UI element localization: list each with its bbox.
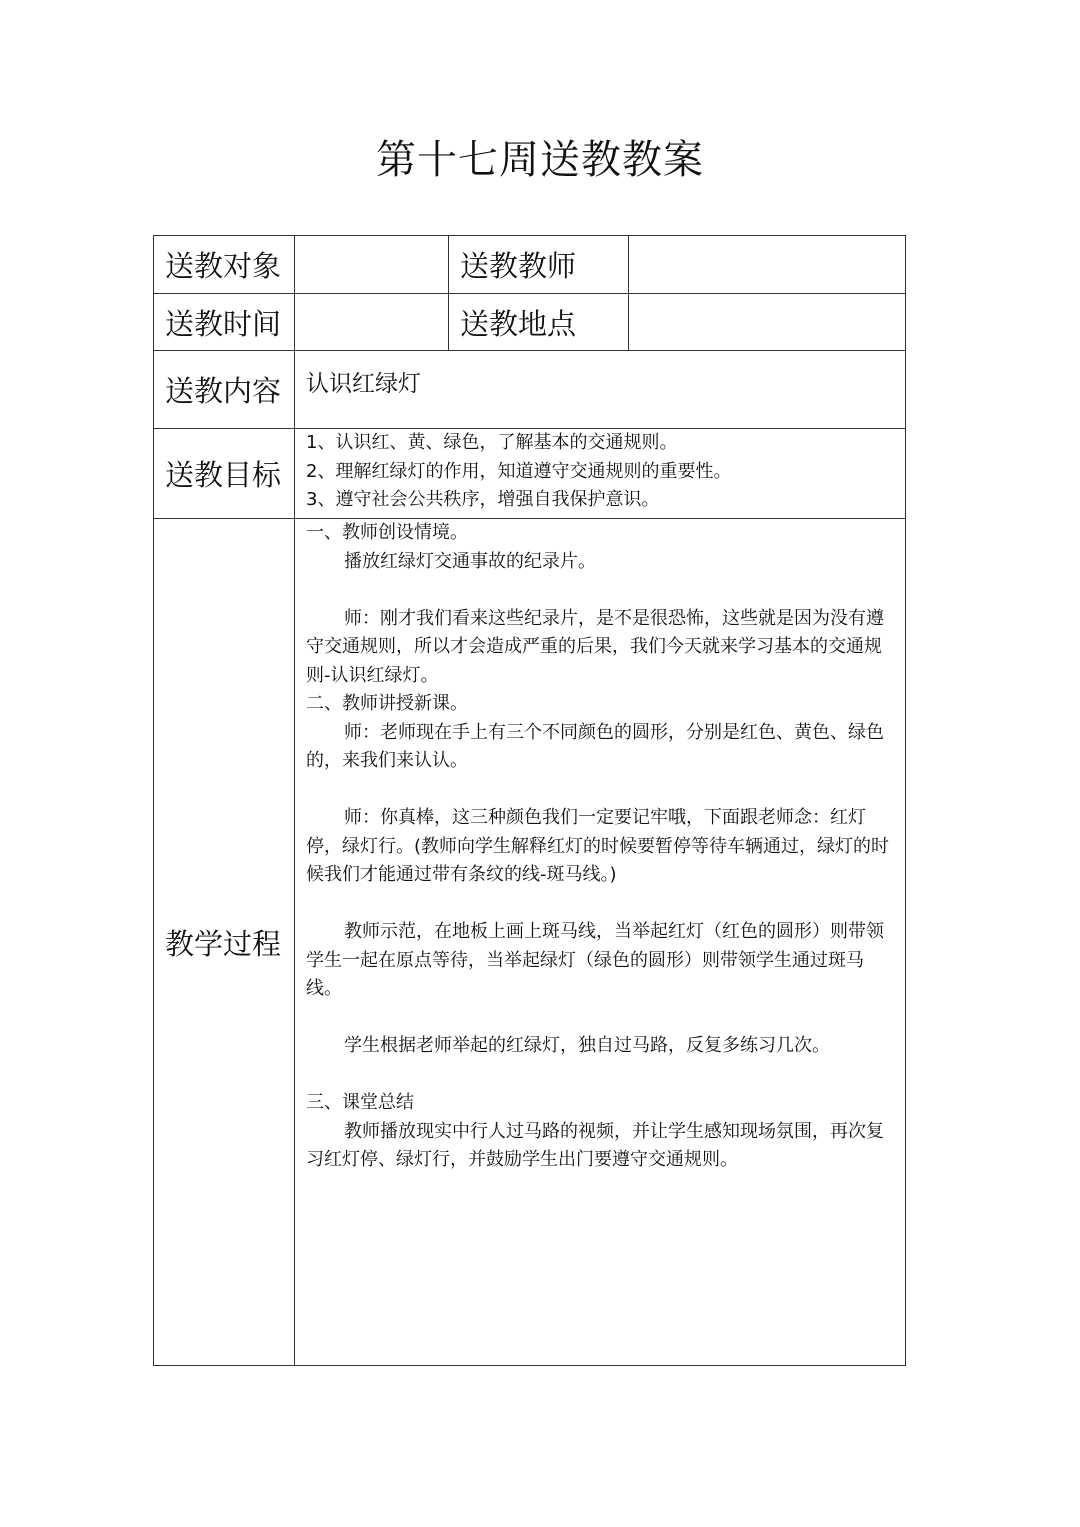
goal-item: 1、认识红、黄、绿色，了解基本的交通规则。 [306, 432, 678, 453]
paragraph: 师：老师现在手上有三个不同颜色的圆形，分别是红色、黄色、绿色的，来我们来认认。 [306, 721, 884, 771]
paragraph: 师：刚才我们看来这些纪录片，是不是很恐怖，这些就是因为没有遵守交通规则，所以才会造成严重的后果，我们今天就来学习基本的交通规则-认识红绿灯。 [306, 607, 884, 686]
spacer [306, 776, 895, 805]
target-label: 送教对象 [154, 236, 295, 294]
teacher-label: 送教教师 [449, 236, 629, 294]
time-label: 送教时间 [154, 294, 295, 351]
place-value [629, 294, 905, 351]
goals-cell [295, 429, 905, 519]
process-cell [295, 519, 905, 1365]
paragraph: 播放红绿灯交通事故的纪录片。 [344, 550, 596, 572]
paragraph: 教师示范，在地板上画上斑马线，当举起红灯（红色的圆形）则带领学生一起在原点等待，当举起绿灯（绿色的圆形）则带领学生通过斑马线。 [306, 921, 884, 999]
section-heading: 三、课堂总结 [306, 1092, 414, 1113]
lesson-plan-table [153, 235, 906, 1366]
paragraph: 师：你真棒，这三种颜色我们一定要记牢哦，下面跟老师念：红灯停，绿灯行。(教师向学生解释红灯的时候要暂停等待车辆通过，绿灯的时候我们才能通过带有条纹的线-斑马线。) [306, 807, 890, 885]
place-label: 送教地点 [449, 294, 629, 351]
spacer [306, 1061, 895, 1090]
paragraph: 教师播放现实中行人过马路的视频，并让学生感知现场氛围，再次复习红灯停、绿灯行，并鼓励学生出门要遵守交通规则。 [306, 1120, 884, 1170]
goal-item: 2、理解红绿灯的作用，知道遵守交通规则的重要性。 [306, 460, 732, 482]
goals-label: 送教目标 [154, 429, 295, 519]
process-label: 教学过程 [154, 519, 295, 1365]
spacer [306, 890, 895, 919]
time-value [295, 294, 449, 351]
section-heading: 二、教师讲授新课。 [306, 693, 468, 714]
teacher-value [629, 236, 905, 294]
section-heading: 一、教师创设情境。 [306, 522, 468, 543]
spacer [306, 576, 895, 605]
content-value: 认识红绿灯 [295, 351, 905, 429]
paragraph: 学生根据老师举起的红绿灯，独自过马路，反复多练习几次。 [344, 1035, 830, 1056]
goal-item: 3、遵守社会公共秩序，增强自我保护意识。 [306, 489, 660, 510]
spacer [306, 1004, 895, 1033]
content-label: 送教内容 [154, 351, 295, 429]
target-value [295, 236, 449, 294]
page-title: 第十七周送教教案 [376, 137, 704, 183]
